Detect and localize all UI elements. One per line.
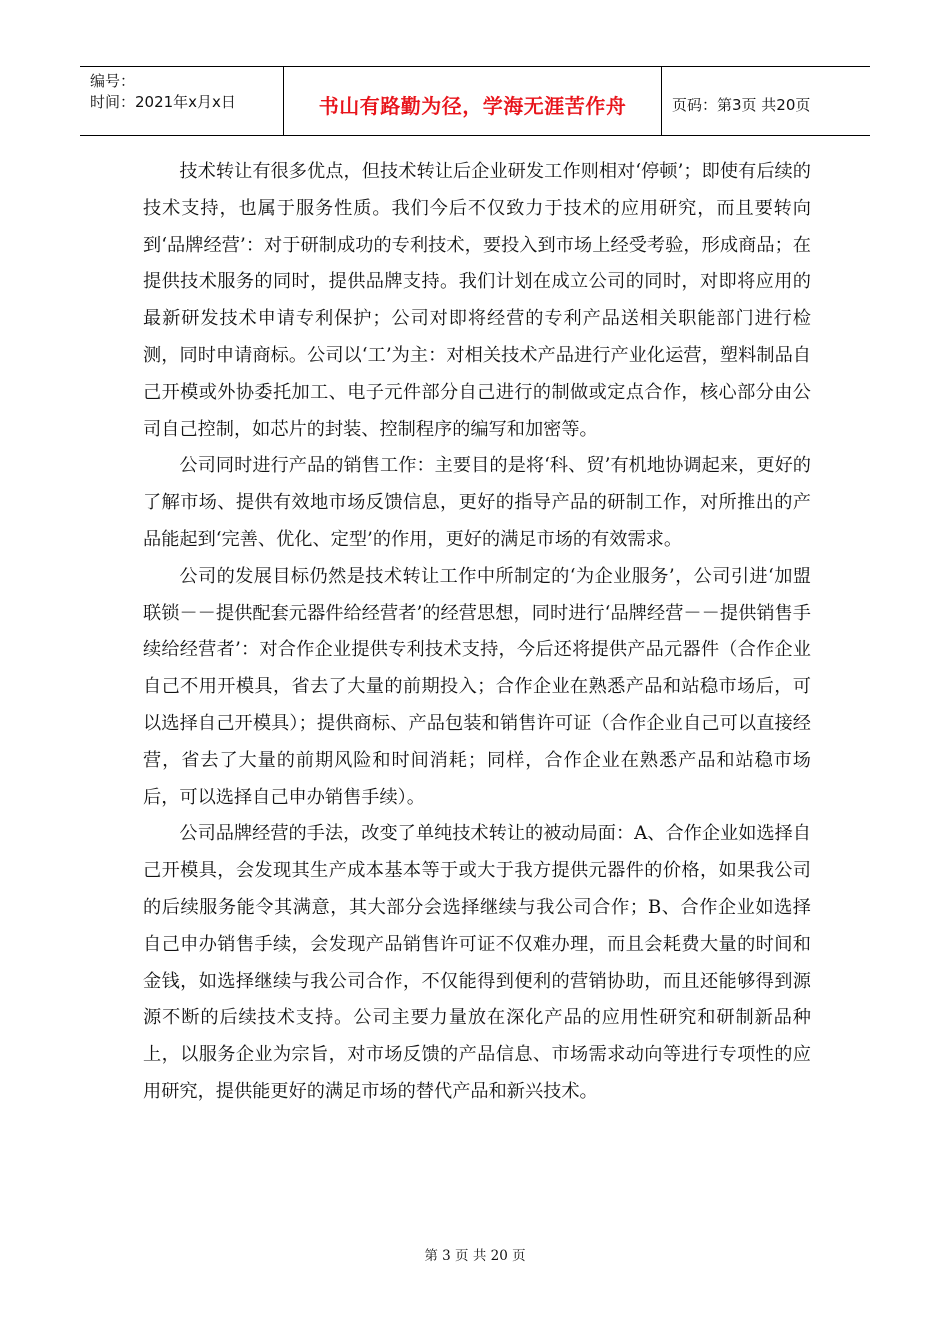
document-header (80, 66, 870, 136)
page-footer: 第 3 页 共 20 页 (424, 1248, 526, 1264)
header-page-info: 页码：第3页 共20页 (672, 95, 811, 114)
serial-number-label: 编号： (90, 72, 136, 90)
header-motto-cell (284, 67, 662, 135)
header-meta-cell (80, 67, 284, 135)
header-page-cell (662, 67, 870, 135)
paragraph-1: 技术转让有很多优点，但技术转让后企业研发工作则相对‘停顿’；即使有后续的技术支持，也属于服务性质。我们今后不仅致力于技术的应用研究，而且要转向到‘品牌经营’：对于研制成功的专利技术，要投入到市场上经受考验，形成商品；在提供技术服务的同时，提供品牌支持。我们计划在成立公司的同时，对即将应用的最新研发技术申请专利保护；公司对即将经营的专利产品送相关职能部门进行检测，同时申请商标。公司以‘工’为主：对相关技术产品进行产业化运营，塑料制品自己开模或外协委托加工、电子元件部分自己进行的制做或定点合作，核心部分由公司自己控制，如芯片的封装、控制程序的编写和加密等。 (143, 161, 811, 440)
paragraph-2: 公司同时进行产品的销售工作：主要目的是将‘科、贸’有机地协调起来，更好的了解市场、提供有效地市场反馈信息，更好的指导产品的研制工作，对所推出的产品能起到‘完善、优化、定型’的作用，更好的满足市场的有效需求。 (143, 455, 811, 550)
paragraph-3: 公司的发展目标仍然是技术转让工作中所制定的‘为企业服务’，公司引进‘加盟联锁－－提供配套元器件给经营者’的经营思想，同时进行‘品牌经营－－提供销售手续给经营者’：对合作企业提供专利技术支持，今后还将提供产品元器件（合作企业自己不用开模具，省去了大量的前期投入；合作企业在熟悉产品和站稳市场后，可以选择自己开模具）；提供商标、产品包装和销售许可证（合作企业自己可以直接经营，省去了大量的前期风险和时间消耗；同样，合作企业在熟悉产品和站稳市场后，可以选择自己申办销售手续）。 (143, 565, 811, 808)
document-body (143, 154, 811, 1111)
header-motto: 书山有路勤为径，学海无涯苦作舟 (318, 93, 627, 118)
paragraph-4: 公司品牌经营的手法，改变了单纯技术转让的被动局面：A、合作企业如选择自己开模具，会发现其生产成本基本等于或大于我方提供元器件的价格，如果我公司的后续服务能令其满意，其大部分会选择继续与我公司合作；B、合作企业如选择自己申办销售手续，会发现产品销售许可证不仅难办理，而且会耗费大量的时间和金钱，如选择继续与我公司合作，不仅能得到便利的营销协助，而且还能够得到源源不断的后续技术支持。公司主要力量放在深化产品的应用性研究和研制新品种上，以服务企业为宗旨，对市场反馈的产品信息、市场需求动向等进行专项性的应用研究，提供能更好的满足市场的替代产品和新兴技术。 (143, 823, 811, 1102)
date-label: 时间：2021年x月x日 (90, 93, 236, 111)
